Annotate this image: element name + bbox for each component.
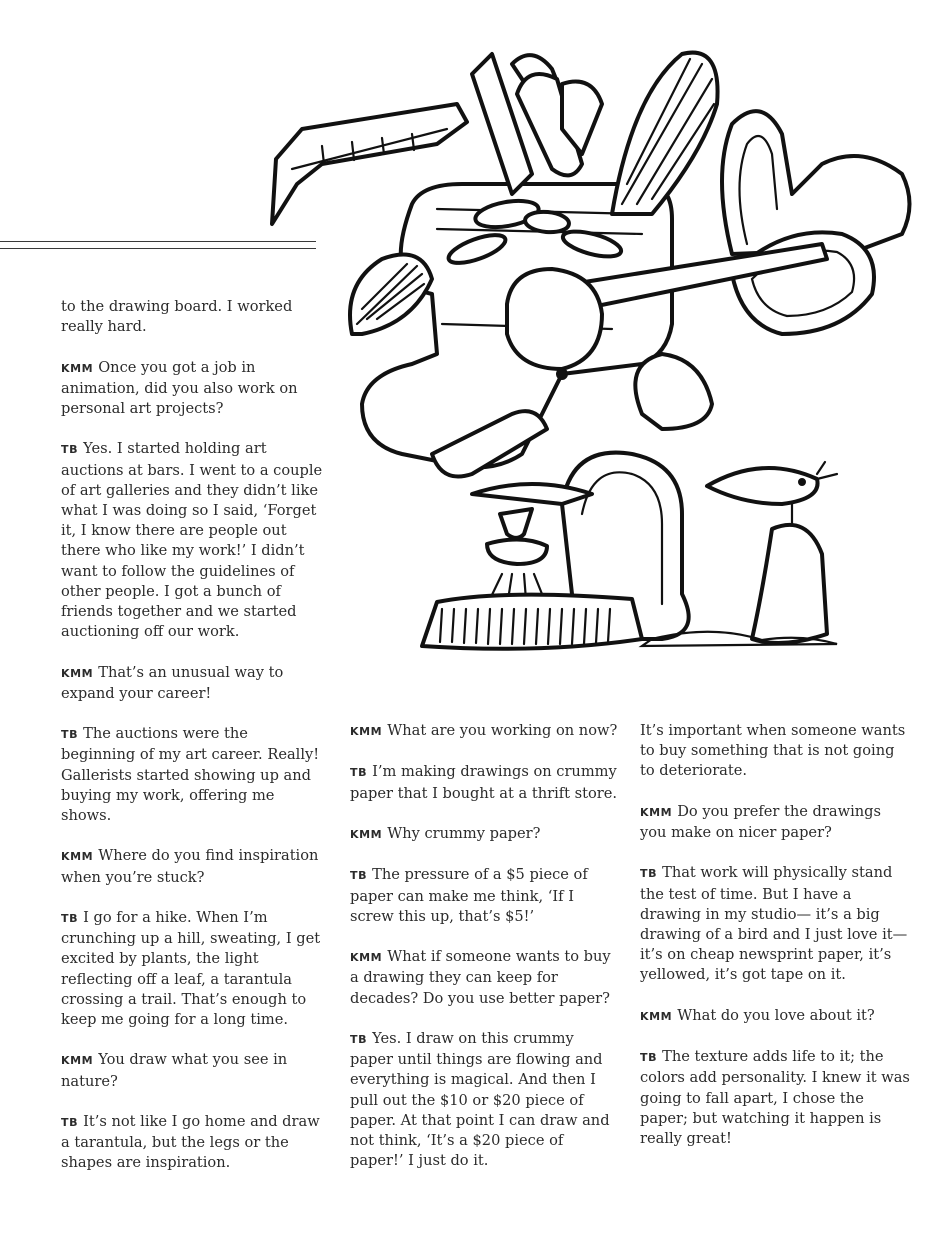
paragraph xyxy=(61,663,325,704)
paragraph-text: Once you got a job in animation, did you also work on personal art projects? xyxy=(61,358,298,417)
paragraph-text: to the drawing board. I worked really hard. xyxy=(61,298,293,336)
paragraph xyxy=(350,824,618,845)
interview-column-2 xyxy=(350,721,618,1192)
speaker-label: KMM xyxy=(640,805,673,819)
speaker-label: KMM xyxy=(61,1054,94,1068)
paragraph xyxy=(61,1050,325,1091)
paragraph xyxy=(61,358,325,420)
paragraph-text: The pressure of a $5 piece of paper can make me think, ‘If I screw this up, that’s $5!’ xyxy=(350,866,588,925)
paragraph-text: It’s important when someone wants to buy something that is not going to deteriorate. xyxy=(640,722,906,780)
paragraph xyxy=(350,762,618,803)
paragraph xyxy=(640,1006,910,1027)
interview-column-3 xyxy=(640,721,910,1169)
paragraph xyxy=(61,846,325,887)
speaker-label: KMM xyxy=(350,725,383,738)
paragraph xyxy=(640,802,910,843)
paragraph-text: Where do you find inspiration when you’re stuck? xyxy=(61,847,319,886)
paragraph-text: What are you working on now? xyxy=(387,722,618,739)
speaker-label: TB xyxy=(640,1051,658,1065)
paragraph-text: You draw what you see in nature? xyxy=(61,1051,288,1090)
paragraph-text: It’s not like I go home and draw a tarantula, but the legs or the shapes are inspiration. xyxy=(61,1113,320,1172)
speaker-label: TB xyxy=(61,728,79,742)
paragraph xyxy=(350,947,618,1009)
speaker-label: KMM xyxy=(61,850,94,864)
paragraph xyxy=(640,1047,910,1149)
speaker-label: TB xyxy=(61,912,79,925)
speaker-label: KMM xyxy=(61,361,94,375)
paragraph xyxy=(350,721,618,742)
speaker-label: KMM xyxy=(350,951,383,965)
paragraph-text: That’s an unusual way to expand your career! xyxy=(61,663,284,702)
paragraph-text: The texture adds life to it; the colors add personality. I knew it was going to fall apart, I chose the paper; but watching it happen is really great! xyxy=(640,1048,910,1147)
paragraph xyxy=(350,1029,618,1171)
speaker-label: TB xyxy=(350,869,368,883)
paragraph-text: Do you prefer the drawings you make on nicer paper? xyxy=(640,802,881,841)
paragraph-text: What do you love about it? xyxy=(677,1006,875,1024)
paragraph-text: That work will physically stand the test of time. But I have a drawing in my studio— it’s a big drawing of a bird and I just love it—it’s on cheap newsprint paper, it’s yellowed, it’s got tape on it. xyxy=(640,864,908,984)
paragraph xyxy=(61,724,325,826)
speaker-label: TB xyxy=(61,1116,79,1129)
paragraph xyxy=(61,297,325,337)
paragraph-text: I go for a hike. When I’m crunching up a hill, sweating, I get excited by plants, the light reflecting off a leaf, a tarantula crossing a trail. That’s enough to keep me going for a long time. xyxy=(61,909,321,1029)
interview-column-1 xyxy=(61,297,325,1194)
speaker-label: TB xyxy=(350,1032,368,1046)
paragraph xyxy=(61,1112,325,1174)
speaker-label: TB xyxy=(350,766,368,780)
paragraph xyxy=(350,865,618,927)
paragraph xyxy=(61,439,325,642)
paragraph-text: The auctions were the beginning of my art career. Really! Gallerists started showing up and buying my work, offering me shows. xyxy=(61,725,320,825)
paragraph-text: Yes. I started holding art auctions at bars. I went to a couple of art galleries and they didn’t like what I was doing so I said, ‘Forget it, I know there are people out there who like my work!’ I didn’t want to follow the guidelines of other people. I got a bunch of friends together and we started auctioning off our work. xyxy=(61,440,323,641)
paragraph xyxy=(640,863,910,985)
speaker-label: KMM xyxy=(640,1009,673,1023)
paragraph-text: I’m making drawings on crummy paper that I bought at a thrift store. xyxy=(350,763,618,802)
paragraph xyxy=(640,721,910,782)
speaker-label: KMM xyxy=(350,827,383,841)
paragraph-text: What if someone wants to buy a drawing they can keep for decades? Do you use better paper? xyxy=(350,948,611,1007)
paragraph-text: Yes. I draw on this crummy paper until things are flowing and everything is magical. And then I pull out the $10 or $20 piece of paper. At that point I can draw and not think, ‘It’s a $20 piece of paper!’ I just do it. xyxy=(350,1029,610,1170)
abstract-illustration xyxy=(262,34,922,664)
speaker-label: KMM xyxy=(61,666,94,680)
paragraph xyxy=(61,908,325,1030)
speaker-label: TB xyxy=(640,867,658,881)
speaker-label: TB xyxy=(61,443,79,457)
paragraph-text: Why crummy paper? xyxy=(387,824,541,842)
